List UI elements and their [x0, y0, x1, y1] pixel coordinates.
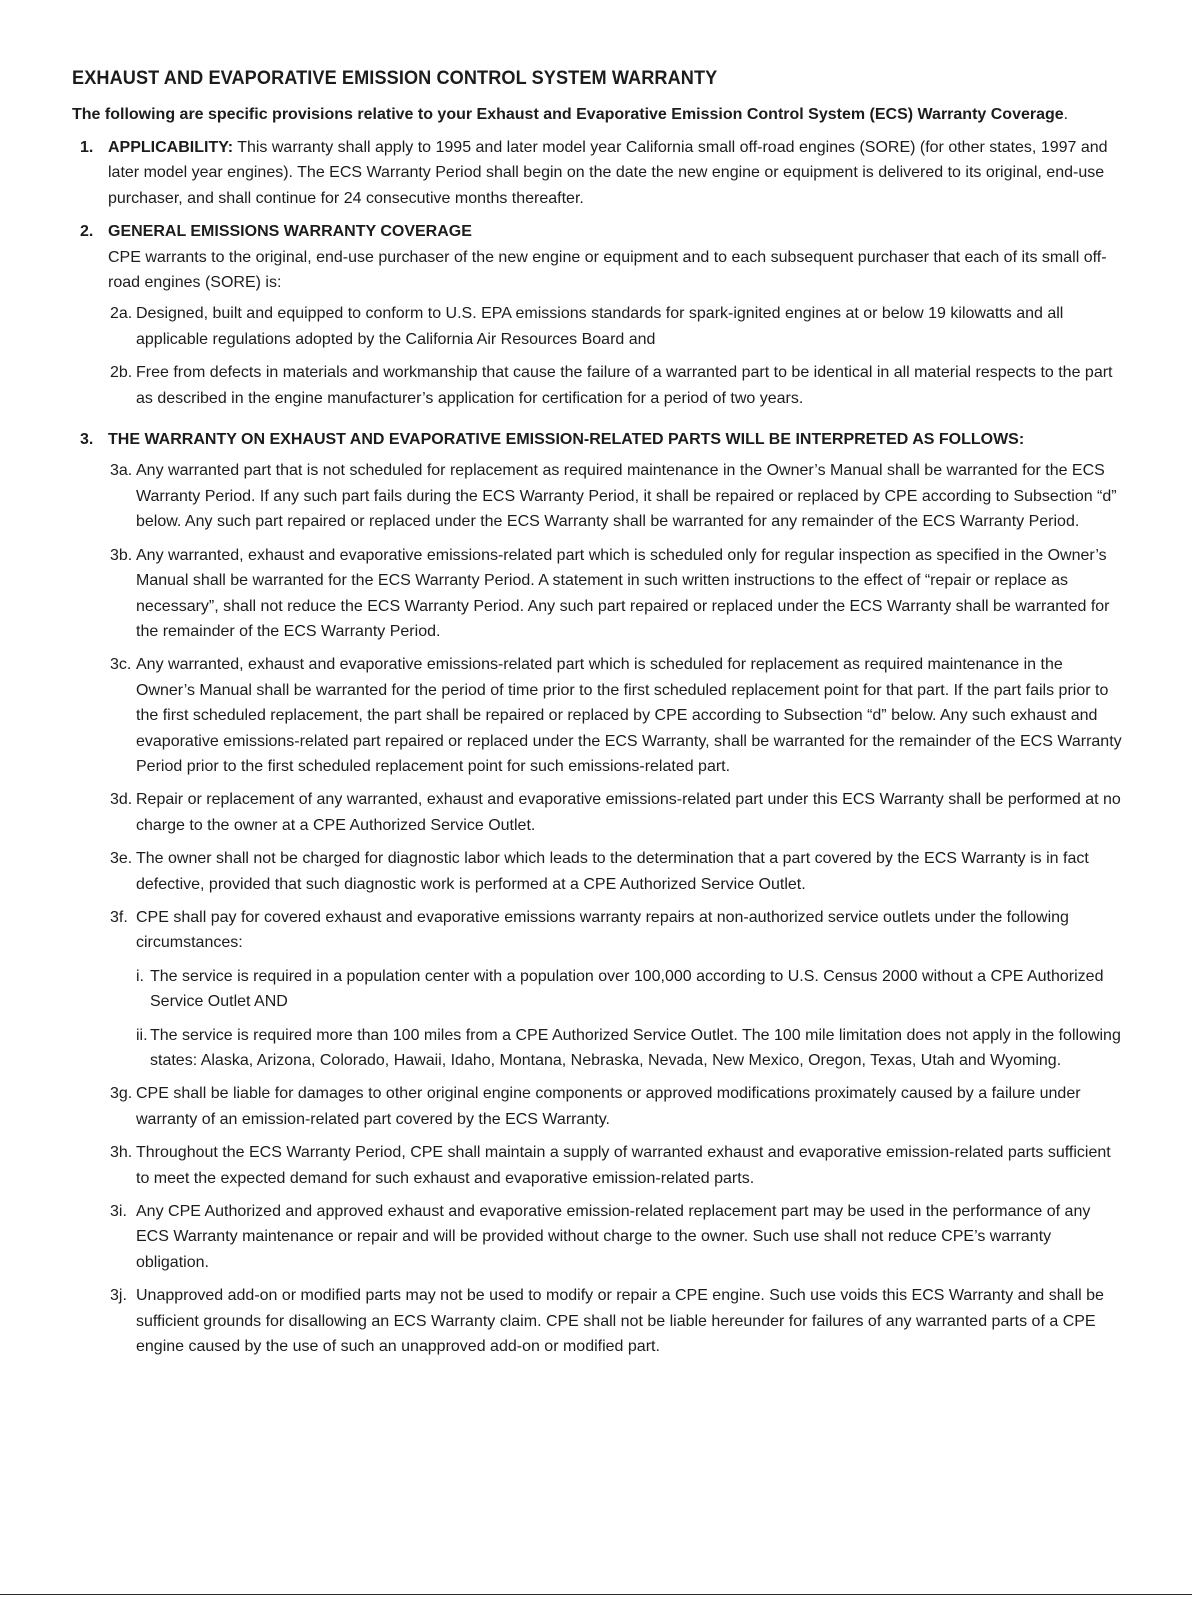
sub-clause-text: The service is required in a population center with a population over 100,000 according to U.S. Census 2000 without a CPE Authorized Service Outlet AND	[150, 967, 1104, 1011]
sub-provision-number: 3g.	[110, 1085, 133, 1103]
sub-provision-2a	[108, 301, 1122, 352]
sub-provision-number: 3b.	[110, 546, 133, 564]
sub-provision-number: 3h.	[110, 1144, 133, 1162]
intro-text: The following are specific provisions relative to your Exhaust and Evaporative Emission Control System (ECS) Warranty Coverage	[72, 106, 1064, 123]
sub-provision-number: 3c.	[110, 656, 132, 674]
provision-text: This warranty shall apply to 1995 and later model year California small off-road engines (SORE) (for other states, 1997 and later model year engines). The ECS Warranty Period shall begin on the date the new engine or equipment is delivered to its original, end-use purchaser, and shall continue for 24 consecutive months thereafter.	[108, 139, 1108, 207]
provision-content	[108, 135, 1122, 211]
provision-1	[72, 135, 1122, 211]
sub-provision-number: 3f.	[110, 908, 128, 926]
sub-provision-text: Designed, built and equipped to conform to U.S. EPA emissions standards for spark-ignited engines at or below 19 kilowatts and all applicable regulations adopted by the California Air Resources Board and	[136, 305, 1064, 348]
sub-provision-number: 3a.	[110, 462, 133, 480]
intro-period: .	[1063, 106, 1069, 123]
sub-provision-number: 3i.	[110, 1203, 127, 1221]
sub-provision-text: CPE shall be liable for damages to other original engine components or approved modifications proximately caused by a failure under warranty of an emission-related part covered by the ECS Warranty.	[136, 1085, 1081, 1128]
provision-number: 3.	[80, 431, 94, 449]
warranty-document	[72, 66, 1122, 1375]
sub-provision-number: 3d.	[110, 791, 133, 809]
sub-provision-number: 2b.	[110, 364, 133, 382]
sub-provision-number: 2a.	[110, 305, 133, 323]
sub-clause-ii	[136, 1023, 1122, 1074]
sub-provision-text: The owner shall not be charged for diagnostic labor which leads to the determination that a part covered by the ECS Warranty is in fact defective, provided that such diagnostic work is performed at a CPE Authorized Service Outlet.	[136, 850, 1089, 893]
sub-provision-number: 3j.	[110, 1287, 127, 1305]
provision-3	[72, 427, 1122, 1367]
sub-clause-number: ii.	[136, 1026, 148, 1044]
sub-provision-3b	[108, 543, 1122, 645]
sub-provision-text: Free from defects in materials and workmanship that cause the failure of a warranted part to be identical in all material respects to the part as described in the engine manufacturer’s application for certification for a period of two years.	[136, 364, 1113, 407]
sub-provision-text: Repair or replacement of any warranted, exhaust and evaporative emissions-related part under this ECS Warranty shall be performed at no charge to the owner at a CPE Authorized Service Outlet.	[136, 791, 1121, 834]
page-title: EXHAUST AND EVAPORATIVE EMISSION CONTROL SYSTEM WARRANTY	[72, 67, 718, 89]
sub-provision-number: 3e.	[110, 850, 133, 868]
provision-heading: GENERAL EMISSIONS WARRANTY COVERAGE	[108, 223, 472, 241]
sub-clause-number: i.	[136, 967, 144, 985]
sub-provision-3a	[108, 458, 1122, 534]
sub-provision-3d	[108, 787, 1122, 838]
sub-provision-3e	[108, 846, 1122, 897]
provision-content	[108, 219, 1122, 419]
page-bottom-rule	[0, 1594, 1192, 1595]
provision-heading: THE WARRANTY ON EXHAUST AND EVAPORATIVE EMISSION-RELATED PARTS WILL BE INTERPRETED AS FOLLOWS:	[108, 431, 1025, 449]
sub-clause-text: The service is required more than 100 miles from a CPE Authorized Service Outlet. The 100 mile limitation does not apply in the following states: Alaska, Arizona, Colorado, Hawaii, Idaho, Montana, Nebraska, Nevada, New Mexico, Oregon, Texas, Utah and Wyoming.	[150, 1026, 1121, 1069]
provision-number: 2.	[80, 223, 94, 241]
sub-provision-text: Any warranted, exhaust and evaporative emissions-related part which is scheduled for replacement as required maintenance in the Owner’s Manual shall be warranted for the period of time prior to the first scheduled replacement point for that part. If the part fails prior to the first scheduled replacement, the part shall be repaired or replaced by CPE according to Subsection “d” below. Any such exhaust and evaporative emissions-related part repaired or replaced under the ECS Warranty, shall be warranted for the remainder of the ECS Warranty Period prior to the first scheduled replacement point for such emissions-related part.	[136, 656, 1122, 775]
sub-provision-text: Any warranted part that is not scheduled for replacement as required maintenance in the Owner’s Manual shall be warranted for the ECS Warranty Period. If any such part fails during the ECS Warranty Period, it shall be repaired or replaced by CPE according to Subsection “d” below. Any such part repaired or replaced under the ECS Warranty shall be warranted for any remainder of the ECS Warranty Period.	[136, 462, 1117, 531]
provisions-list	[72, 135, 1122, 1367]
sub-provision-text: Unapproved add-on or modified parts may not be used to modify or repair a CPE engine. Such use voids this ECS Warranty and shall be sufficient grounds for disallowing an ECS Warranty claim. CPE shall not be liable hereunder for failures of any warranted parts of a CPE engine caused by the use of such an unapproved add-on or modified part.	[136, 1287, 1104, 1356]
sub-provision-text: CPE shall pay for covered exhaust and evaporative emissions warranty repairs at non-authorized service outlets under the following circumstances:	[136, 908, 1069, 952]
intro-paragraph	[72, 102, 1122, 127]
sub-clause-i	[136, 964, 1122, 1015]
sub-provision-text: Any CPE Authorized and approved exhaust and evaporative emission-related replacement part may be used in the performance of any ECS Warranty maintenance or repair and will be provided without charge to the owner. Such use shall not reduce CPE’s warranty obligation.	[136, 1203, 1091, 1271]
sub-provision-3h	[108, 1140, 1122, 1191]
provision-content	[108, 427, 1122, 1367]
sub-provision-3j	[108, 1283, 1122, 1359]
provision-text: CPE warrants to the original, end-use purchaser of the new engine or equipment and to each subsequent purchaser that each of its small off-road engines (SORE) is:	[108, 248, 1107, 292]
sub-provision-3c	[108, 652, 1122, 779]
sub-provision-3i	[108, 1199, 1122, 1275]
provision-number: 1.	[80, 139, 94, 156]
provision-heading: APPLICABILITY:	[108, 139, 234, 156]
sub-provision-2b	[108, 360, 1122, 411]
provision-2	[72, 219, 1122, 419]
sub-provision-3f	[108, 905, 1122, 956]
sub-provision-text: Any warranted, exhaust and evaporative emissions-related part which is scheduled only for regular inspection as specified in the Owner’s Manual shall be warranted for the ECS Warranty Period. A statement in such written instructions to the effect of “repair or replace as necessary”, shall not reduce the ECS Warranty Period. Any such part repaired or replaced under the ECS Warranty shall be warranted for the remainder of the ECS Warranty Period.	[136, 546, 1110, 640]
sub-provision-text: Throughout the ECS Warranty Period, CPE shall maintain a supply of warranted exhaust and evaporative emission-related parts sufficient to meet the expected demand for such exhaust and evaporative emission-related parts.	[136, 1144, 1111, 1187]
sub-provision-3g	[108, 1081, 1122, 1132]
